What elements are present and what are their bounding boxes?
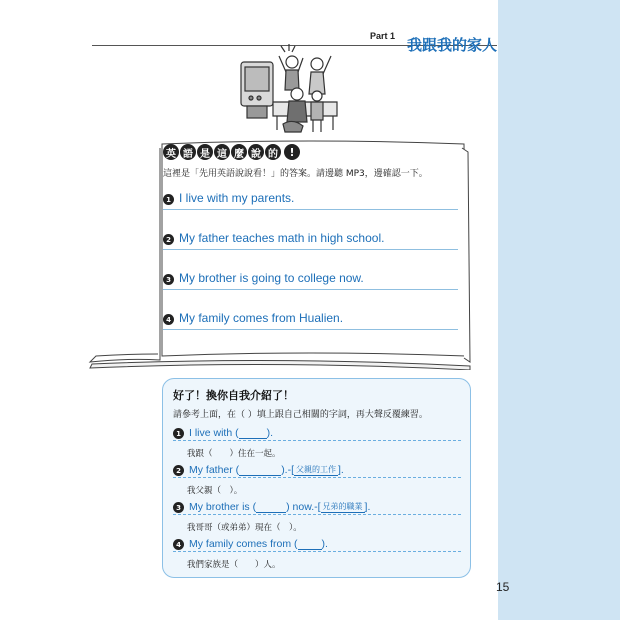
hint-text: 兄弟的職業	[322, 502, 363, 511]
badge-char: 這	[214, 144, 230, 160]
item-number: 4	[173, 539, 184, 550]
badge-char: 的	[265, 144, 281, 160]
sentence-start: My brother is (	[189, 501, 257, 513]
fill-in-line[interactable]	[173, 425, 461, 441]
side-tab	[498, 0, 620, 620]
sentence-end: ).	[321, 538, 328, 550]
sentence-end: ).-[	[281, 464, 295, 476]
sentence-start: My family comes from (	[189, 538, 298, 550]
answer-text: My brother is going to college now.	[179, 271, 364, 285]
section-intro: 這裡是「先用英語說說看！」的答案。請邊聽 MP3，邊確認一下。	[163, 169, 428, 179]
answer-text: I live with my parents.	[179, 191, 295, 205]
sentence-start: I live with (	[189, 427, 239, 439]
item-number: 2	[163, 234, 174, 245]
item-number: 3	[173, 502, 184, 513]
item-number: 1	[163, 194, 174, 205]
fill-in-line[interactable]	[173, 462, 461, 478]
family-illustration	[237, 44, 343, 136]
sentence-start: My father (	[189, 464, 240, 476]
sentence-end: ) now.-[	[286, 501, 321, 513]
badge-char: 是	[197, 144, 213, 160]
answer-row	[163, 304, 458, 330]
badge-char: 語	[180, 144, 196, 160]
badge-char: 說	[248, 144, 264, 160]
exercise-box	[162, 378, 471, 578]
badge-char: 英	[163, 144, 179, 160]
exercise-title: 好了！換你自我介紹了！	[173, 389, 294, 402]
sentence-close: ].	[364, 501, 371, 513]
answer-blank[interactable]	[298, 540, 322, 550]
answer-row	[163, 264, 458, 290]
item-number: 3	[163, 274, 174, 285]
hint-text: 父親的工作	[296, 465, 337, 474]
chinese-translation: 我們家族是（ ）人。	[187, 560, 281, 570]
item-number: 1	[173, 428, 184, 439]
exercise-instruction: 請參考上面，在（ ）填上跟自己相關的字詞，再大聲反覆練習。	[173, 410, 428, 420]
part-label: Part 1	[370, 31, 396, 41]
chinese-translation: 我父親（ ）。	[187, 486, 243, 496]
item-number: 4	[163, 314, 174, 325]
section-badge-title	[163, 142, 300, 162]
answer-text: My father teaches math in high school.	[179, 231, 385, 245]
page-number: 15	[496, 580, 510, 594]
fill-in-line[interactable]	[173, 499, 461, 515]
answer-blank[interactable]	[256, 503, 286, 513]
answer-row	[163, 224, 458, 250]
fill-in-line[interactable]	[173, 536, 461, 552]
sentence-close: ].	[338, 464, 344, 476]
answer-blank[interactable]	[239, 429, 267, 439]
chinese-translation: 我哥哥（或弟弟）現在（ ）。	[187, 523, 302, 533]
answer-row	[163, 184, 458, 210]
sentence-end: ).	[266, 427, 274, 439]
chapter-title: 我跟我的家人	[407, 36, 498, 54]
chinese-translation: 我跟（ ）住在一起。	[187, 449, 281, 459]
exclamation-icon: !	[284, 144, 300, 160]
answer-blank[interactable]	[239, 466, 281, 476]
answer-text: My family comes from Hualien.	[179, 311, 344, 325]
item-number: 2	[173, 465, 184, 476]
badge-char: 麼	[231, 144, 247, 160]
